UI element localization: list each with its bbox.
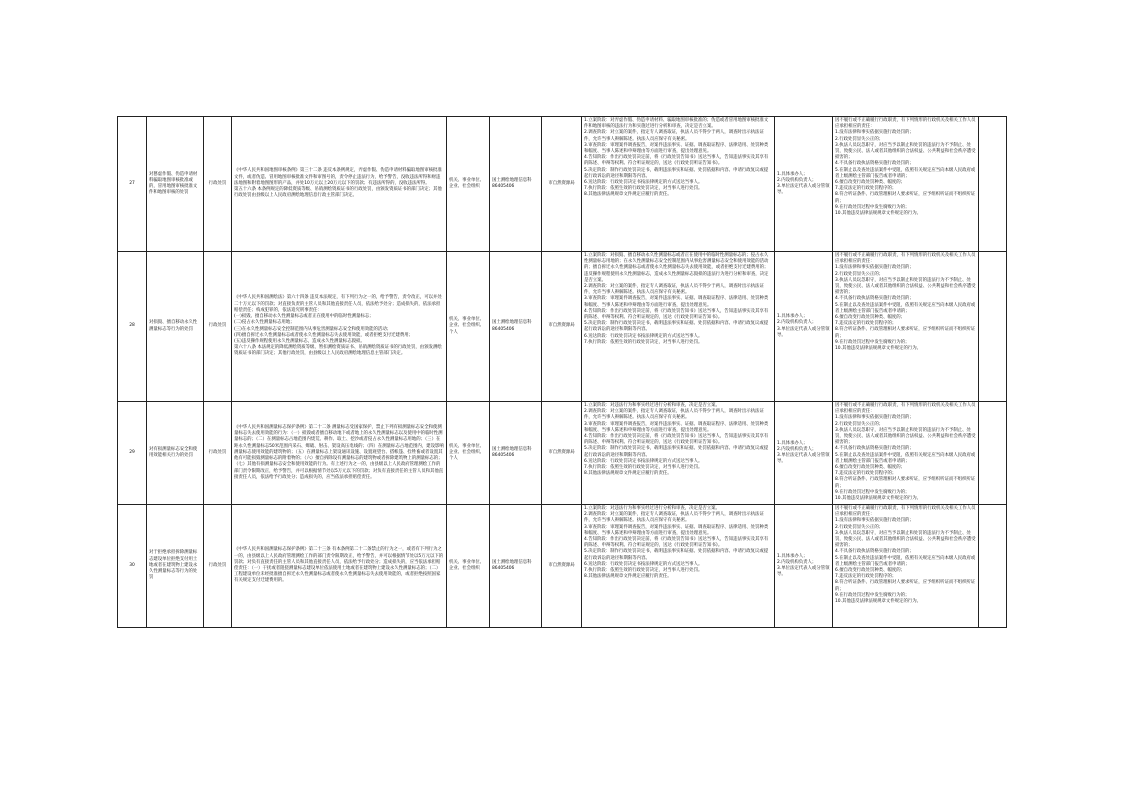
power-list-table (117, 116, 1007, 628)
cell-line: 7.违反法定的行政处罚程序的； (835, 471, 897, 477)
cell-line: 3.审查阶段：审理案件调查报告，对案件违法事实、证据、调查取证程序、法律适用、处罚种类和幅度、当事人陈述和申辩理由等方面进行审查，提出处理意见。 (584, 296, 769, 308)
cell-line: 7.违反法定的行政处罚程序的； (835, 186, 897, 192)
cell-line: 3.审查阶段：审理案件调查报告，对案件违法事实、证据、调查取证程序、法律适用、处罚种类和幅度、当事人陈述和申辩理由等方面进行审查，提出处理意见。 (584, 524, 769, 536)
item-name: 对有损测量标志安全和使用效能相关行为的处罚 (147, 402, 204, 505)
table-row (118, 117, 1007, 252)
cell-line: 4.告知阶段：作出行政处罚决定前，将《行政处罚告知书》送达当事人，告知违法事实及其享有的陈述、申辩等权利。符合听证规定的，送达《行政处罚听证告知书》。 (584, 434, 769, 446)
cell-line: 7.执行阶段：依照生效的行政处罚决定，对当事人进行处罚。 (584, 186, 703, 192)
cell-line: 8.符合听证条件、行政管理相对人要求听证，应予组织听证而不组织听证的； (835, 192, 976, 204)
cell-line: 2.调查阶段：对立案的案件，指定专人调查取证，执法人员不得少于两人，调查时出示执法证件，允许当事人辩解陈述。执法人员应保守有关秘密。 (584, 512, 764, 524)
table-row (118, 252, 1007, 402)
legal-basis: 《中华人民共和国测绘法》第六十四条 违反本法规定，有下列行为之一的，给予警告，责令改正，可以并处二十万元以下的罚款；对直接负责的主管人员和其他直接责任人员，依法给予处分；造成损失的，依法承担赔偿责任；构成犯罪的，依法追究刑事责任： (一)损毁、擅自移动永久性测量标志或者正在使用中的临时性测量标志； (二)侵占永久性测量标志用地； (三)在永久性测量标志安全控制范围内从事危害测量标志安全和使用效能的活动； (四)擅自拆迁永久性测量标志或者使永久性测量标志失去使用效能，或者拒绝支付迁建费用； (五)违反操作规程使用永久性测量标志，造成永久性测量标志毁损。 第六十八条 本法规定的降低测绘资质等级、暂扣测绘资质证书、吊销测绘资质证书的行政处罚，由颁发测绘资质证书的部门决定；其他行政处罚，由县级以上人民政府测绘地理信息主管部门决定。 (232, 252, 447, 402)
cell-line: 2.内设机构负责人； (777, 446, 817, 452)
responsible-persons (775, 117, 833, 252)
cell-line: 9.在行政处罚过程中发生腐败行为的； (835, 339, 910, 345)
cell-line: 1.立案阶段：对违法行为和事实经过进行分析和审查，决定是否立案。 (584, 506, 720, 511)
cell-line: 8.符合听证条件、行政管理相对人要求听证，应予组织听证而不组织听证的； (835, 477, 976, 489)
cell-line: 7.违反法定的行政处罚程序的； (835, 574, 897, 580)
cell-line: 3.执法人员玩忽职守，对应当予以制止和处罚的违法行为不予制止、处罚，致使公民、法人或者其他组织的合法权益、公共利益和社会秩序遭受损害的； (835, 277, 976, 296)
cell-line: 3.单位法定代表人或分管领导。 (777, 184, 830, 196)
cell-line: 3.单位法定代表人或分管领导。 (777, 453, 830, 465)
cell-line: 4.告知阶段：作出行政处罚决定前，将《行政处罚告知书》送达当事人，告知违法事实及其享有的陈述、申辩等权利。符合听证规定的，送达《行政处罚听证告知书》。 (584, 155, 769, 167)
cell-line: 7.违反法定的行政处罚程序的； (835, 321, 897, 327)
cell-line: 8.其他法律法规规章文件规定应履行的责任。 (584, 471, 672, 477)
accountability (833, 505, 979, 628)
item-name: 对损毁、擅自移动永久性测量标志等行为的处罚 (147, 252, 204, 402)
row-number: 29 (118, 402, 147, 505)
item-type: 行政处罚 (204, 252, 232, 402)
cell-line: 6.擅自改变行政处罚种类、幅度的； (835, 465, 906, 471)
item-name: 对篡虚作假、伪造申请材料骗取地图审核批准或的，冒用地图审核批准文件和地图审核的处罚 (147, 117, 204, 252)
cell-line: 1.具体承办人； (777, 171, 808, 177)
cell-line: 9.在行政处罚过程中发生腐败行为的； (835, 592, 910, 598)
cell-line: 5.决定阶段：制作行政处罚决定书，载明违法事实和证据、处罚依据和内容、申请行政复议或提起行政诉讼的途径和期限等内容。 (584, 446, 769, 458)
responsible-office: 国土测绘地理信息科86405406 (490, 505, 542, 628)
cell-line: 8.符合听证条件、行政管理相对人要求听证，应予组织听证而不组织听证的； (835, 580, 976, 592)
cell-line: 4.不具备行政执法资格实施行政处罚的； (835, 549, 914, 555)
procedure-steps (582, 252, 775, 402)
cell-line: 6.送达阶段：行政处罚决定书按法律规定的方式送达当事人。 (584, 333, 703, 339)
cell-line: 1.没有法律和事实依据实施行政处罚的； (835, 415, 914, 421)
cell-line: 6.擅自改变行政处罚种类、幅度的； (835, 568, 906, 574)
item-type: 行政处罚 (204, 402, 232, 505)
remarks (979, 402, 1007, 505)
responsible-office: 国土测绘地理信息科86405406 (490, 252, 542, 402)
procedure-steps (582, 402, 775, 505)
cell-line: 1.没有法律和事实依据实施行政处罚的； (835, 130, 914, 136)
cell-line: 10.其他违反法律法规规章文件规定的行为。 (835, 211, 922, 217)
responsible-office: 国土测绘地理信息科86405406 (490, 402, 542, 505)
accountability (833, 117, 979, 252)
remarks (979, 505, 1007, 628)
cell-line: 3.单位法定代表人或分管领导。 (777, 326, 830, 338)
cell-line: 5.决定阶段：制作行政处罚决定书，载明违法事实和证据、处罚依据和内容、申请行政复议或提起行政诉讼的途径和期限等内容。 (584, 549, 769, 561)
legal-basis: 《中华人民共和国测量标志保护条例》第二十三条 有本条例第二十二条禁止的行为之一，或者有下列行为之一的，由县级以上人民政府管理测绘工作的部门责令限期改正，给予警告，并可以根据情节处以5万元以下的罚款；对负有直接责任的主管人员和其他直接责任人员，依法给予行政处分；造成损失的，应当依法承担赔偿责任：（一）干扰或者阻挠测量标志建设单位依法使用土地或者在建筑物上建设永久性测量标志的；（二）工程建设单位未经批准擅自拆迁永久性测量标志或者使永久性测量标志失去使用效能的，或者拒绝按照国家有关规定支付迁建费用的。 (232, 505, 447, 628)
cell-line: 6.送达阶段：行政处罚决定书按法律规定的方式送达当事人。 (584, 458, 703, 464)
cell-line: 2.行政处罚显失公正的； (835, 524, 884, 530)
cell-line: 9.在行政处罚过程中发生腐败行为的； (835, 204, 910, 210)
item-type: 行政处罚 (204, 117, 232, 252)
cell-line: 2.行政处罚显失公正的； (835, 271, 884, 277)
cell-line: 2.行政处罚显失公正的； (835, 421, 884, 427)
cell-line: 3.执法人员玩忽职守，对应当予以制止和处罚的违法行为不予制止、处罚，致使公民、法人或者其他组织的合法权益、公共利益和社会秩序遭受损害的； (835, 142, 976, 161)
legal-basis: 《中华人民共和国地图审核条例》第三十二条 违反本条例规定，弄虚作假、伪造申请材料骗取地图审核批准文件，或者伪造、冒用地图审核批准文件和审图号的，责令停止违法行为，给予警告，没收违法所得和财违法地图和附着地图图形的产品，并处10万元以上20万元以下的罚款；有违法所得的，没收违法所得。 第五十六条 本条例规定的降低资质等级、吊销测绘资质证书的行政处罚，由颁发资质证书的部门决定；其他行政处罚由县级以上人民政府测绘地理信息行政主管部门决定。 (232, 117, 447, 252)
target-object: 机关、事业单位、企业、社会组织、个人 (447, 402, 490, 505)
responsible-office: 国土测绘地理信息科86405406 (490, 117, 542, 252)
implementing-dept: 市自然资源局 (542, 252, 582, 402)
responsible-persons (775, 252, 833, 402)
implementing-dept: 市自然资源局 (542, 505, 582, 628)
cell-line: 4.告知阶段：作出行政处罚决定前，将《行政处罚告知书》送达当事人，告知违法事实及其享有的陈述、申辩等权利。符合听证规定的，送达《行政处罚听证告知书》。 (584, 308, 769, 321)
implementing-dept: 市自然资源局 (542, 117, 582, 252)
cell-line: 3.审查阶段：审理案件调查报告，对案件违法事实、证据、调查取证程序、法律适用、处罚种类和幅度、当事人陈述和申辩理由等方面进行审查，提出处理意见。 (584, 142, 769, 155)
cell-line: 5.决定阶段：制作行政处罚决定书，载明违法事实和证据、处罚依据和内容、申请行政复议或提起行政诉讼的途径和期限等内容。 (584, 167, 769, 179)
row-number: 28 (118, 252, 147, 402)
cell-line: 1.立案阶段：对违法行为和事实经过进行分析和审查，决定是否立案。 (584, 403, 720, 408)
cell-line: 2.调查阶段：对立案的案件，指定专人调查取证，执法人员不得少于两人，调查时出示执法证件，允许当事人辩解陈述。执法人员应保守有关秘密。 (584, 409, 764, 421)
cell-line: 10.其他违反法律法规规章文件规定的行为。 (835, 496, 922, 502)
cell-line: 5.在制止以及查处违法案件中受阻，依照有关规定应当向本级人民政府或者上级测绘主管部门报告或者申请的； (835, 555, 976, 567)
cell-line: 2.调查阶段：对立案的案件，指定专人调查取证，执法人员不得少于两人，调查时出示执法证件，允许当事人辩解陈述。执法人员应保守有关秘密。 (584, 130, 764, 142)
cell-line: 8.符合听证条件、行政管理相对人要求听证，应予组织听证而不组织听证的； (835, 327, 976, 339)
cell-line: 因不履行或不正确履行行政职责，有下列情形的行政机关及相关工作人员应承担相应的责任： (835, 253, 976, 265)
cell-line: 9.在行政处罚过程中发生腐败行为的； (835, 489, 910, 495)
cell-line: 3.审查阶段：审理案件调查报告，对案件违法事实、证据、调查取证程序、法律适用、处罚种类和幅度、当事人陈述和申辩理由等方面进行审查，提出处理意见。 (584, 421, 769, 433)
legal-basis: 《中华人民共和国测量标志保护条例》第二十二条 测量标志受国家保护，禁止下列有损测量标志安全和使测量标志失去使用效能的行为：（一）损毁或者擅自移动地下或者地上的永久性测量标志以及使用中的临时性测量标志的；（二）在测量标志占地范围内烧荒、耕作、取土、挖沙或者侵占永久性测量标志用地的；（三）在距永久性测量标志50米范围内采石、爆破、射击、架设高压电线的；（四）在测量标志占地范围内，建设影响测量标志使用效能的建筑物的；（五）在测量标志上架设通讯设施、设置观望台、搭帐篷、拴牲畜或者设置其他有可能损毁测量标志的附着物的；（六）擅自拆除设有测量标志的建筑物或者拆除建筑物上的测量标志的；（七）其他有损测量标志安全和使用效能的行为。有上述行为之一的，由县级以上人民政府管理测绘工作的部门责令限期改正，给予警告，并可以根据情节处以5万元以下的罚款；对负有直接责任的主管人员和其他直接责任人员，依法给予行政处分；造成损失的，应当依法承担赔偿责任。 (232, 402, 447, 505)
remarks (979, 117, 1007, 252)
cell-line: 2.行政处罚显失公正的； (835, 136, 884, 142)
table-body (118, 117, 1007, 628)
item-type: 行政处罚 (204, 505, 232, 628)
table-row (118, 505, 1007, 628)
accountability (833, 252, 979, 402)
cell-line: 4.不具备行政执法资格实施行政处罚的； (835, 296, 914, 302)
cell-line: 3.执法人员玩忽职守，对应当予以制止和处罚的违法行为不予制止、处罚，致使公民、法人或者其他组织的合法权益、公共利益和社会秩序遭受损害的； (835, 427, 976, 446)
target-object: 机关、事业单位、企业、社会组织 (447, 117, 490, 252)
cell-line: 2.调查阶段：对立案的案件，指定专人调查取证，执法人员不得少于两人，调查时出示执法证件，允许当事人辩解陈述。执法人员应保守有关秘密。 (584, 284, 764, 296)
cell-line: 2.内设机构负责人； (777, 177, 817, 183)
implementing-dept: 市自然资源局 (542, 402, 582, 505)
cell-line: 4.不具备行政执法资格实施行政处罚的； (835, 161, 914, 167)
cell-line: 8.其他法律法规规章文件规定应履行的责任。 (584, 574, 672, 580)
cell-line: 1.没有法律和事实依据实施行政处罚的； (835, 518, 914, 524)
cell-line: 1.立案阶段：对损毁、擅自移动永久性测量标志或者正在使用中的临时性测量标志的；侵占永久性测量标志用地的；在永久性测量标志安全控制范围内从事危害测量标志安全和使用效能的活动的；擅自拆迁永久性测量标志或者使永久性测量标志失去使用效能，或者拒绝支付迁建费用的；违反操作规程使用永久性测量标志，造成永久性测量标志毁损的违法行为进行分析和审查，决定是否立案。 (584, 253, 769, 283)
cell-line: 6.送达阶段：行政处罚决定书按法律规定的方式送达当事人。 (584, 180, 703, 186)
cell-line: 5.在制止以及查处违法案件中受阻，依照有关规定应当向本级人民政府或者上级测绘主管部门报告或者申请的； (835, 167, 976, 179)
cell-line: 6.擅自改变行政处罚种类、幅度的； (835, 180, 906, 186)
remarks (979, 252, 1007, 402)
cell-line: 因不履行或不正确履行行政职责，有下列情形的行政机关及相关工作人员应承担相应的责任： (835, 118, 976, 130)
row-number: 27 (118, 117, 147, 252)
cell-line: 2.内设机构负责人； (777, 559, 817, 565)
target-object: 机关、事业单位、企业、社会组织、个人 (447, 252, 490, 402)
cell-line: 8.其他法律法规规章文件规定应履行的责任。 (584, 192, 672, 198)
cell-line: 因不履行或不正确履行行政职责，有下列情形的行政机关及相关工作人员应承担相应的责任： (835, 506, 976, 518)
cell-line: 7.执行阶段：依照生效的行政处罚决定，对当事人进行处罚。 (584, 465, 703, 471)
cell-line: 1.立案阶段：对弄虚作假、伪造申请材料、骗取地图审核批准的；伪造或者冒用地图审核批准文件和地图审核的违法行为和实施过进行分析和审查，决定是否立案。 (584, 118, 769, 130)
table-row (118, 402, 1007, 505)
cell-line: 6.送达阶段：行政处罚决定书按法律规定的方式送达当事人。 (584, 561, 703, 567)
cell-line: 2.内设机构负责人； (777, 320, 817, 326)
target-object: 机关、事业单位、企业、社会组织 (447, 505, 490, 628)
responsible-persons (775, 505, 833, 628)
cell-line: 4.不具备行政执法资格实施行政处罚的； (835, 446, 914, 452)
procedure-steps (582, 117, 775, 252)
cell-line: 5.在制止以及查处违法案件中受阻，依照有关规定应当向本级人民政府或者上级测绘主管部门报告或者申请的； (835, 452, 976, 464)
item-name: 对于拒绝承担拆除测量标志建设单位拒绝支付用土地或者在建筑物上建设永久性测量标志等行为的处罚 (147, 505, 204, 628)
accountability (833, 402, 979, 505)
responsible-persons (775, 402, 833, 505)
cell-line: 10.其他违反法律法规规章文件规定的行为。 (835, 599, 922, 605)
cell-line: 1.具体承办人； (777, 314, 808, 320)
cell-line: 1.没有法律和事实依据实施行政处罚的； (835, 265, 914, 271)
cell-line: 5.决定阶段：制作行政处罚决定书，载明违法事实和证据、处罚依据和内容、申请行政复议或提起行政诉讼的途径和期限等内容。 (584, 321, 769, 333)
row-number: 30 (118, 505, 147, 628)
cell-line: 3.单位法定代表人或分管领导。 (777, 566, 830, 578)
cell-line: 4.告知阶段：作出行政处罚决定前，将《行政处罚告知书》送达当事人，告知违法事实及其享有的陈述、申辩等权利。符合听证规定的，送达《行政处罚听证告知书》。 (584, 537, 769, 549)
cell-line: 1.具体承办人； (777, 440, 808, 446)
procedure-steps (582, 505, 775, 628)
cell-line: 5.在制止以及查处违法案件中受阻，依照有关规定应当向本级人民政府或者上级测绘主管部门报告或者申请的； (835, 302, 976, 314)
cell-line: 7.执行阶段：依照生效的行政处罚决定，对当事人进行处罚。 (584, 568, 703, 574)
cell-line: 1.具体承办人； (777, 553, 808, 559)
cell-line: 3.执法人员玩忽职守，对应当予以制止和处罚的违法行为不予制止、处罚，致使公民、法人或者其他组织的合法权益、公共利益和社会秩序遭受损害的； (835, 530, 976, 549)
cell-line: 10.其他违反法律法规规章文件规定的行为。 (835, 346, 922, 352)
cell-line: 6.擅自改变行政处罚种类、幅度的； (835, 315, 906, 321)
cell-line: 因不履行或不正确履行行政职责，有下列情形的行政机关及相关工作人员应承担相应的责任： (835, 403, 976, 415)
cell-line: 7.执行阶段：依照生效的行政处罚决定，对当事人进行处罚。 (584, 339, 703, 345)
